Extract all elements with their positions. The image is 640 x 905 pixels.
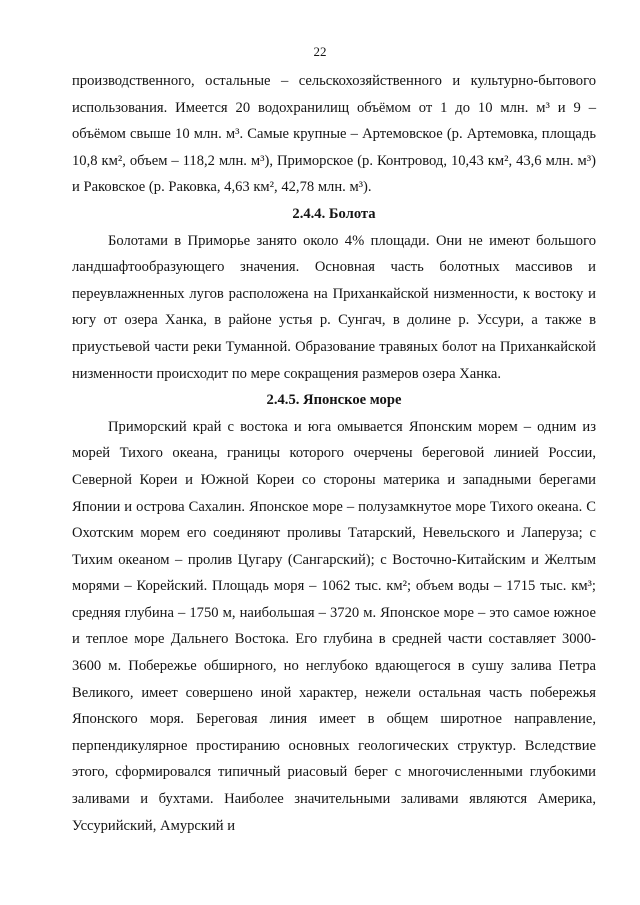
paragraph-swamps: Болотами в Приморье занято около 4% площади. Они не имеют большого ландшафтообразующего значения. Основная часть болотных массивов и переувлажненных лугов расположена на Приханкайской низменности, к востоку и югу от озера Ханка, в районе устья р. Сунгач, в долине р. Уссури, а также в приустьевой части реки Туманной. Образование травяных болот на Приханкайской низменности происходит по мере сокращения размеров озера Ханка. [72, 232, 596, 382]
page-number: 22 [313, 44, 327, 59]
page-body [72, 68, 596, 839]
section-heading-swamps: 2.4.4. Болота [292, 205, 376, 222]
section-heading-sea-of-japan: 2.4.5. Японское море [266, 392, 402, 409]
paragraph-sea-of-japan: Приморский край с востока и юга омывается Японским морем – одним из морей Тихого океана, границы которого очерчены береговой линией России, Северной Кореи и Южной Кореи со стороны материка и западными берегами Японии и острова Сахалин. Японское море – полузамкнутое море Тихого океана. С Охотским морем его соединяют проливы Татарский, Невельского и Лаперуза; с Тихим океаном – пролив Цугару (Сангарский); с Восточно-Китайским и Желтым морями – Корейский. Площадь моря – 1062 тыс. км²; объем воды – 1715 тыс. км³; средняя глубина – 1750 м, наибольшая – 3720 м. Японское море – это самое южное и теплое море Дальнего Востока. Его глубина в средней части составляет 3000-3600 м. Побережье обширного, но неглубоко вдающегося в сушу залива Петра Великого, имеет совершено иной характер, нежели остальная часть побережья Японского моря. Береговая линия имеет в общем широтное направление, перпендикулярное простиранию основных геологических структур. Вследствие этого, сформировался типичный риасовый берег с многочисленными глубокими заливами и бухтами. Наиболее значительными заливами являются Америка, Уссурийский, Амурский и [72, 418, 596, 834]
paragraph-reservoirs: производственного, остальные – сельскохозяйственного и культурно-бытового использования. Имеется 20 водохранилищ объёмом от 1 до 10 млн. м³ и 9 – объёмом свыше 10 млн. м³. Самые крупные – Артемовское (р. Артемовка, площадь 10,8 км², объем – 118,2 млн. м³), Приморское (р. Контровод, 10,43 км², 43,6 млн. м³) и Раковское (р. Раковка, 4,63 км², 42,78 млн. м³). [72, 73, 596, 196]
